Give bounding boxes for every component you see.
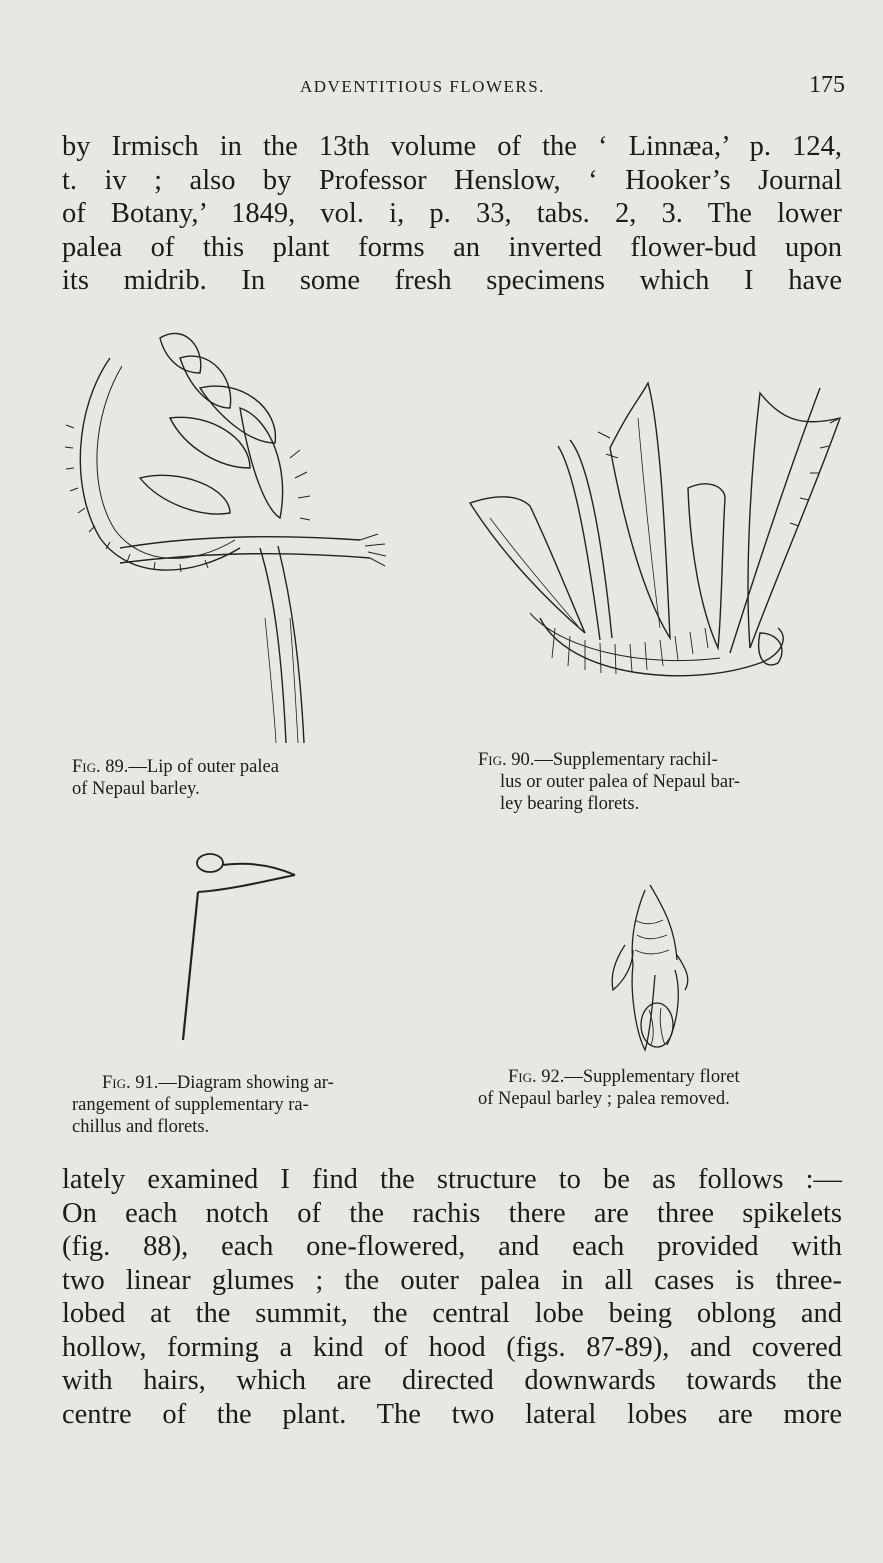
figure-89-illustration (60, 318, 400, 748)
figure-92-illustration (605, 880, 695, 1060)
caption-text: —Supplementary floret (564, 1067, 740, 1087)
caption-text: —Lip of outer palea (128, 757, 279, 777)
text-line: of Botany,’ 1849, vol. i, p. 33, tabs. 2, 3. The lower (62, 198, 842, 229)
caption-fig-92 (478, 1066, 848, 1110)
text-line: centre of the plant. The two lateral lobes are more (62, 1398, 842, 1430)
text-line: with hairs, which are directed downwards towards the (62, 1365, 842, 1396)
text-line: hollow, forming a kind of hood (figs. 87-89), and covered (62, 1331, 842, 1363)
text-line: On each notch of the rachis there are three spikelets (62, 1197, 842, 1229)
running-head: ADVENTITIOUS FLOWERS. (300, 77, 545, 96)
page-header (300, 72, 845, 99)
figure-91-diagram (170, 850, 310, 1050)
text-line: two linear glumes ; the outer palea in all cases is three- (62, 1264, 842, 1296)
figure-90-illustration (460, 378, 850, 708)
caption-text: rangement of supplementary ra- (72, 1095, 309, 1115)
figure-number: Fig. 89. (72, 757, 129, 777)
paragraph-bottom (62, 1163, 842, 1431)
text-line: its midrib. In some fresh specimens which I have (62, 265, 842, 296)
caption-text: —Diagram showing ar- (158, 1073, 334, 1093)
paragraph-top (62, 130, 842, 298)
text-line: by Irmisch in the 13th volume of the ‘ Linnæa,’ p. 124, (62, 131, 842, 162)
figure-number: Fig. 92. (508, 1067, 565, 1087)
figure-number: Fig. 90. (478, 750, 535, 770)
caption-text: of Nepaul barley. (72, 779, 200, 799)
caption-text: of Nepaul barley ; palea removed. (478, 1089, 730, 1109)
text-line: lobed at the summit, the central lobe being oblong and (62, 1298, 842, 1329)
text-line: (fig. 88), each one-flowered, and each provided with (62, 1231, 842, 1262)
text-line: palea of this plant forms an inverted flower-bud upon (62, 231, 842, 263)
page-number: 175 (809, 72, 845, 98)
caption-fig-90 (478, 749, 848, 815)
caption-fig-89 (72, 756, 402, 800)
caption-text: ley bearing florets. (500, 794, 640, 814)
text-line: lately examined I find the structure to be as follows :— (62, 1164, 842, 1195)
caption-text: chillus and florets. (72, 1117, 210, 1137)
caption-fig-91 (72, 1072, 442, 1138)
caption-text: lus or outer palea of Nepaul bar- (500, 772, 741, 792)
text-line: t. iv ; also by Professor Henslow, ‘ Hooker’s Journal (62, 164, 842, 196)
caption-text: —Supplementary rachil- (534, 750, 718, 770)
figure-number: Fig. 91. (102, 1073, 159, 1093)
